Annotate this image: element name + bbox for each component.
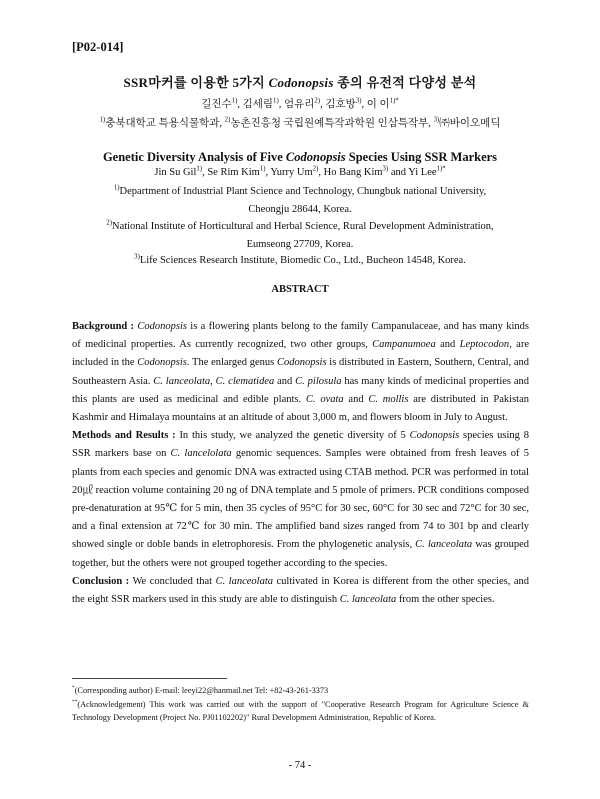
term-c-lanceolata: C. lanceolata <box>339 594 397 606</box>
text: . The enlarged genus <box>186 357 277 369</box>
affiliation-2 <box>72 218 528 254</box>
text: In this study, we analyzed the genetic diversity of 5 <box>175 430 410 442</box>
english-authors: Jin Su Gil$^{1)}$, Se Rim Kim$^{1)}$, Yurry Um$^{2)}$, Ho Bang Kim$^{3)}$ and Yi Lee$^{1)*}$ <box>154 165 446 178</box>
footnote-text: (Acknowledgement) This work was carried out with the support of "Cooperative Research Program for Agriculture Science & Technology Development (Project No. PJ01102202)" Rural Development Administration, Republic of Korea. <box>72 699 529 723</box>
korean-authors: 길진수$^{1)}$, 김세림$^{1)}$, 엄유리$^{2)}$, 김호방$^{3)}$, 이 이$^{1)*}$ <box>201 97 399 110</box>
text: was grouped together, but the others were not grouped together according to the species. <box>72 539 529 569</box>
affiliation-2-line-1: $^{2)}$National Institute of Horticultural and Herbal Science, Rural Development Administration, <box>106 219 494 232</box>
background-label: Background : <box>72 321 135 332</box>
footnote-acknowledgement <box>72 698 529 725</box>
term-codonopsis: Codonopsis <box>409 430 460 442</box>
term-c-clematidea: C. clematidea <box>215 375 275 387</box>
text: from the other species. <box>396 594 495 606</box>
term-codonopsis: Codonopsis <box>276 357 327 369</box>
footnotes <box>72 684 529 725</box>
term-c-lanceolata: C. lanceolata <box>215 575 274 587</box>
footnote-corresponding <box>72 684 529 698</box>
text: genomic sequences. Samples were obtained from fresh leaves of 5 plants from each species and genomic DNA was extracted using CTAB method. PCR was performed in total 20㎕ reaction volume containing 20 ng of DNA template and 5 pmole of primers. PCR conditions composed pre-denaturation at 95℃ for 5 min, then 35 cycles of 95°C for 30 sec, 60°C for 30 sec and 72°C for 30 sec, and a final extension at 72℃ for 30 min. The amplified band sizes ranged from 74 to 301 bp and clearly showed single or doble bands in eletrophoresis. From the phylogenetic analysis, <box>72 448 529 551</box>
page-number: - 74 - <box>288 760 312 771</box>
footnote-mark: * <box>72 685 75 692</box>
korean-affiliations: $^{1)}$충북대학교 특용식물학과, $^{2)}$농촌진흥청 국립원예특작과학원 인삼특작부, $^{3)}$㈜바이오메딕 <box>99 116 501 129</box>
korean-title <box>0 72 600 91</box>
text: and <box>274 375 296 387</box>
english-title-post: Species Using SSR Markers <box>345 150 498 164</box>
footnote-mark: ** <box>72 698 78 705</box>
affiliation-3: $^{3)}$Life Sciences Research Institute, Biomedic Co., Ltd., Bucheon 14548, Korea. <box>134 253 466 266</box>
text: is distributed in Eastern, Southern, Central, and Southeastern Asia. <box>72 357 529 387</box>
text: We concluded that <box>129 575 216 587</box>
conclusion-paragraph <box>72 573 529 609</box>
term-c-mollis: C. mollis <box>368 393 409 405</box>
footnote-divider <box>72 678 227 679</box>
methods-label: Methods and Results : <box>72 430 176 442</box>
text: , are included in the <box>72 339 529 369</box>
text: is a flowering plants belong to the family Campanulaceae, and has many kinds of medicinal properties. As currently recognized, two other groups, <box>72 321 529 351</box>
term-c-pilosula: C. pilosula <box>295 375 342 387</box>
english-title-genus: Codonopsis <box>285 150 346 164</box>
text: cultivated in Korea is different from the other species, and the eight SSR markers used in this study are able to distinguish <box>72 575 529 606</box>
text: species using 8 SSR markers base on <box>72 430 529 460</box>
term-c-lanceolata: C. lanceolata <box>415 539 473 551</box>
conclusion-label: Conclusion : <box>72 575 130 587</box>
korean-title-genus: Codonopsis <box>268 75 334 90</box>
term-codonopsis: Codonopsis <box>137 321 187 332</box>
abstract-body <box>72 318 529 609</box>
term-codonopsis: Codonopsis <box>137 357 187 369</box>
term-c-lancelolata: C. lancelolata <box>170 448 232 460</box>
term-c-ovata: C. ovata <box>305 393 344 405</box>
text: are distributed in Pakistan Kashmir and Himalaya mountains at an altitude of about 3,000 m, and flowers bloom in July to August. <box>72 393 529 424</box>
abstract-heading: ABSTRACT <box>271 284 329 295</box>
footnote-text: (Corresponding author) E-mail: leeyi22@hanmail.net Tel: +82-43-261-3373 <box>74 686 329 695</box>
affiliation-1-line-1: $^{1)}$Department of Industrial Plant Science and Technology, Chungbuk national University, <box>113 184 487 197</box>
text: and <box>435 339 460 351</box>
term-c-lanceolata: C. lanceolata <box>153 375 211 387</box>
text: and <box>343 393 369 405</box>
affiliation-1 <box>72 183 528 219</box>
methods-paragraph <box>72 427 529 573</box>
abstract-code: [P02-014] <box>72 40 124 54</box>
affiliation-1-line-2: Cheongju 28644, Korea. <box>248 204 352 215</box>
affiliation-2-line-2: Eumseong 27709, Korea. <box>246 239 354 250</box>
term-leptocodon: Leptocodon <box>459 339 510 351</box>
korean-title-pre: SSR마커를 이용한 5가지 <box>123 75 269 90</box>
term-campanumoea: Campanumoea <box>372 339 436 351</box>
english-title-pre: Genetic Diversity Analysis of Five <box>102 150 286 164</box>
text: , <box>210 375 216 387</box>
text: has many kinds of medicinal properties and this plants are used as medicinal and edible plants. <box>72 375 530 405</box>
english-title <box>0 150 600 165</box>
background-paragraph <box>72 318 529 427</box>
korean-title-post: 종의 유전적 다양성 분석 <box>333 75 477 90</box>
